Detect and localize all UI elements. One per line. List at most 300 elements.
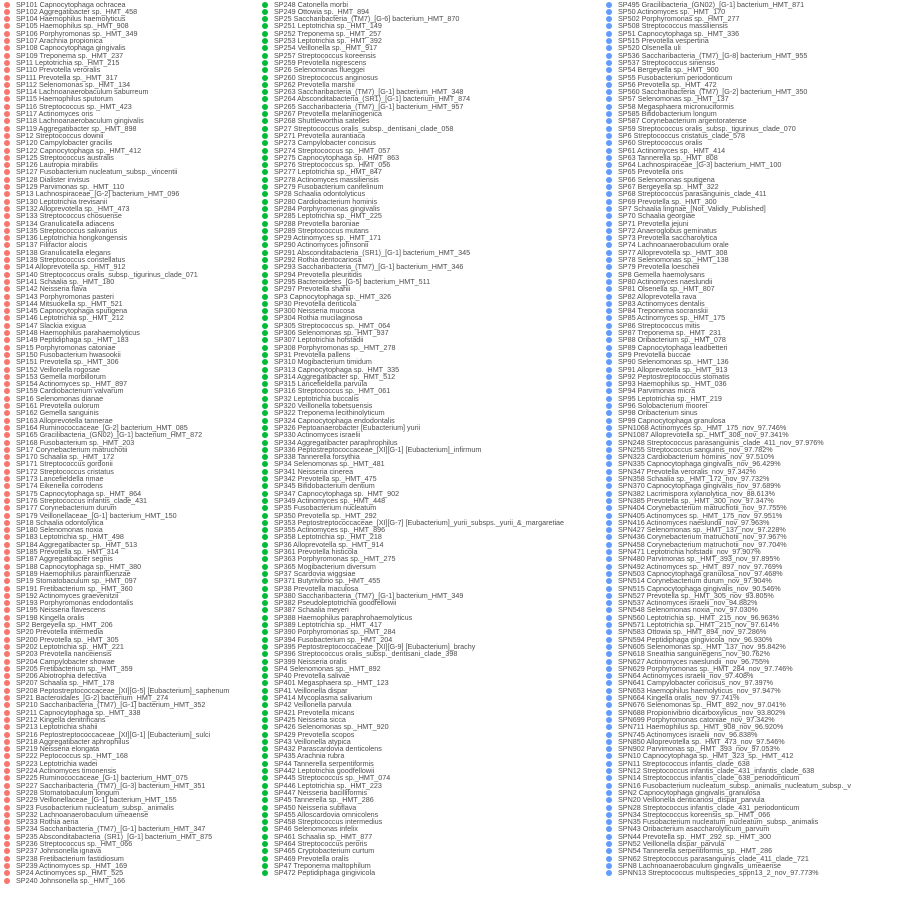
legend-label: SP262 Prevotella marshii: [274, 79, 355, 89]
legend-marker: [262, 388, 268, 394]
legend-label: SPN458 Corynebacterium matruchotii_nov_97.704%: [618, 539, 787, 549]
legend-marker: [4, 308, 10, 314]
legend-marker: [262, 279, 268, 285]
legend-marker: [606, 38, 612, 44]
legend-label: SP371 Butyrivibrio sp._HMT_455: [274, 576, 381, 586]
legend-marker: [4, 410, 10, 416]
legend-label: SP16 Selenomonas dianae: [16, 393, 104, 403]
legend-label: SPN255 Streptococcus sanguinis_nov_97.782%: [618, 444, 773, 454]
legend-marker: [262, 53, 268, 59]
legend-label: SP341 Neisseria cinerea: [274, 466, 354, 476]
legend-marker: [606, 768, 612, 774]
legend-label: SP130 Leptotrichia trevisanii: [16, 196, 108, 206]
legend-label: SPN28 Streptococcus infantis_clade_431_periodonticum: [618, 802, 800, 812]
legend-label: SP285 Leptotrichia sp._HMT_225: [274, 211, 382, 221]
legend-label: SP248 Catonella morbi: [274, 0, 348, 9]
legend-marker: [606, 790, 612, 796]
legend-marker: [4, 790, 10, 796]
legend-label: SP99 Capnocytophaga granulosa: [618, 415, 726, 425]
legend-label: SPN618 Sneathia sanguinegens_nov_90.762%: [618, 649, 770, 659]
legend-label: SPN850 Alloprevotella sp._HMT_473_nov_97.546%: [618, 736, 785, 746]
legend-marker: [4, 118, 10, 124]
legend-marker: [4, 104, 10, 110]
legend-marker: [4, 688, 10, 694]
legend-marker: [262, 586, 268, 592]
legend-label: SP34 Selenomonas sp._HMT_481: [274, 459, 385, 469]
legend-marker: [4, 60, 10, 66]
legend-marker: [606, 206, 612, 212]
legend-label: SP425 Neisseria sicca: [274, 714, 346, 724]
legend-marker: [606, 564, 612, 570]
legend-marker: [606, 323, 612, 329]
legend-marker: [4, 534, 10, 540]
legend-marker: [4, 848, 10, 854]
legend-marker: [4, 228, 10, 234]
legend-label: SP297 Prevotella shahii: [274, 284, 351, 294]
legend-marker: [4, 498, 10, 504]
legend-label: SP30 Prevotella denticola: [274, 298, 357, 308]
legend-label: SP435 Arachnia rubra: [274, 751, 345, 761]
legend-label: SP136 Leptotrichia hongkongensis: [16, 233, 128, 243]
legend-marker: [4, 578, 10, 584]
legend-marker: [606, 549, 612, 555]
legend-label: SPNN13 Streptococcus multispecies_sppn13_2_nov_97.773%: [618, 868, 819, 878]
legend-label: SP73 Prevotella saccharolytica: [618, 233, 718, 243]
legend-label: SP143 Porphyromonas pasteri: [16, 291, 114, 301]
legend-marker: [262, 805, 268, 811]
legend-marker: [4, 250, 10, 256]
legend-marker: [4, 381, 10, 387]
legend-marker: [606, 447, 612, 453]
legend-label: SP210 Saccharibacteria_(TM7)_[G-1] bacterium_HMT_352: [16, 700, 206, 710]
legend-marker: [606, 556, 612, 562]
legend-marker: [262, 549, 268, 555]
legend-marker: [4, 491, 10, 497]
legend-marker: [606, 352, 612, 358]
legend-marker: [262, 615, 268, 621]
legend-label: SP508 Streptococcus massiliensis: [618, 21, 728, 31]
legend-label: SP349 Actinomyces sp._HMT_448: [274, 495, 386, 505]
legend-label: SP446 Leptotrichia sp._HMT_223: [274, 780, 382, 790]
legend-label: SP219 Neisseria elongata: [16, 744, 100, 754]
legend-label: SPN492 Actinomyces sp._HMT_897_nov_97.769%: [618, 561, 783, 571]
legend-label: SPN676 Selenomonas sp._HMT_892_nov_97.041%: [618, 700, 786, 710]
legend-label: SP447 Neisseria bacilliformis: [274, 787, 368, 797]
legend-marker: [262, 622, 268, 628]
legend-label: SPN688 Propionivibrio dicarboxylicus_nov_93.802%: [618, 707, 786, 717]
legend-label: SP142 Neisseria flava: [16, 284, 87, 294]
legend-marker: [4, 666, 10, 672]
legend-label: SPN370 Capnocytophaga gingivalis_nov_97.689%: [618, 481, 781, 491]
legend-label: SP108 Capnocytophaga gingivalis: [16, 43, 126, 53]
legend-label: SP66 Selenomonas sputigena: [618, 174, 715, 184]
legend-label: SP118 Lachnoanaerobaculum gingivalis: [16, 116, 144, 126]
legend-label: SP44 Tannerella serpentiformis: [274, 758, 374, 768]
legend-marker: [262, 637, 268, 643]
legend-marker: [4, 673, 10, 679]
legend-label: SP32 Leptotrichia buccalis: [274, 393, 359, 403]
legend-label: SP389 Leptotrichia sp._HMT_417: [274, 620, 382, 629]
legend-label: SP585 Bifidobacterium longum: [618, 109, 717, 118]
legend-marker: [606, 403, 612, 409]
legend-marker: [4, 542, 10, 548]
legend-marker: [262, 45, 268, 51]
legend-label: SP336 Peptostreptococcaceae_[XI][G-1] [Eubacterium]_infirmum: [274, 444, 482, 454]
legend-marker: [262, 133, 268, 139]
legend-label: SP310 Mogibacterium timidum: [274, 357, 372, 367]
legend-label: SP171 Streptococcus gordonii: [16, 459, 113, 469]
legend-label: SP37 Scardovia wiggsiae: [274, 568, 356, 578]
legend-marker: [262, 440, 268, 446]
legend-marker: [262, 680, 268, 686]
legend-marker: [606, 410, 612, 416]
legend-marker: [4, 425, 10, 431]
legend-label: SP445 Streptococcus sp._HMT_074: [274, 773, 391, 783]
legend-label: SP363 Porphyromonas sp._HMT_275: [274, 554, 396, 564]
legend-label: SP106 Porphyromonas sp._HMT_349: [16, 28, 138, 38]
legend-label: SP94 Parvimonas micra: [618, 386, 696, 396]
legend-marker: [262, 593, 268, 599]
legend-label: SP43 Veillonella atypica: [274, 736, 351, 746]
legend-marker: [262, 359, 268, 365]
legend-label: SP252 Treponema sp._HMT_257: [274, 28, 382, 38]
legend-label: SP148 Haemophilus parahaemolyticus: [16, 328, 140, 337]
legend-label: SP236 Streptococcus sp._HMT_066: [16, 839, 133, 848]
legend-marker: [262, 629, 268, 635]
legend-label: SP229 Veillonellaceae_[G-1] bacterium_HMT_155: [16, 795, 177, 805]
legend-marker: [4, 863, 10, 869]
legend-marker: [606, 60, 612, 66]
legend-label: SPN515 Capnocytophaga gingivalis_nov_90.546%: [618, 583, 781, 593]
legend-marker: [262, 410, 268, 416]
legend-marker: [4, 396, 10, 402]
legend-marker: [262, 534, 268, 540]
legend-label: SP358 Leptotrichia sp._HMT_218: [274, 532, 382, 542]
legend-marker: [4, 418, 10, 424]
legend-marker: [606, 775, 612, 781]
legend-marker: [262, 228, 268, 234]
legend-label: SP207 Schaalia sp._HMT_178: [16, 678, 115, 688]
legend-marker: [262, 505, 268, 511]
legend-label: SP119 Aggregatibacter sp._HMT_898: [16, 123, 137, 133]
legend-label: SPN436 Corynebacterium matruchotii_nov_97.967%: [618, 532, 787, 542]
legend-marker: [262, 491, 268, 497]
legend-label: SPN335 Capnocytophaga gingivalis_nov_96.429%: [618, 459, 781, 469]
legend-label: SP170 Schaalia sp._HMT_172: [16, 452, 115, 462]
legend-marker: [606, 82, 612, 88]
legend-label: SP6 Streptococcus cristatus_clade_578: [618, 130, 746, 140]
legend-label: SPN594 Peptidiphaga gingivicola_nov_96.930%: [618, 634, 773, 644]
legend-marker: [262, 710, 268, 716]
legend-label: SPN627 Actinomyces naeslundii_nov_96.755%: [618, 656, 770, 666]
legend-marker: [606, 330, 612, 336]
legend-marker: [262, 60, 268, 66]
legend-marker: [4, 761, 10, 767]
legend-label: SP79 Prevotella loescheii: [618, 262, 700, 272]
legend-marker: [606, 31, 612, 37]
legend-label: SP153 Gemella morbillorum: [16, 371, 106, 381]
legend-label: SP83 Actinomyces dentalis: [618, 298, 705, 308]
legend-label: SP278 Actinomyces massiliensis: [274, 174, 379, 184]
legend-label: SP8 Gemella haemolysans: [618, 269, 705, 279]
legend-marker: [4, 622, 10, 628]
legend-marker: [4, 337, 10, 343]
legend-marker: [4, 352, 10, 358]
legend-marker: [262, 717, 268, 723]
legend-label: SPN34 Streptococcus koreensis_sp._HMT_066: [618, 809, 771, 819]
legend-label: SPN43 Oribacterium asaccharolyticum_parvum: [618, 824, 770, 834]
legend-marker: [606, 520, 612, 526]
legend-marker: [262, 301, 268, 307]
legend-label: SPN52 Veillonella dispar_parvula: [618, 839, 725, 848]
legend-label: SP89 Capnocytophaga leadbetteri: [618, 342, 728, 352]
legend-marker: [606, 126, 612, 132]
legend-marker: [4, 82, 10, 88]
legend-marker: [4, 323, 10, 329]
legend-marker: [4, 717, 10, 723]
legend-label: SP211 Capnocytophaga sp._HMT_338: [16, 707, 141, 717]
legend-label: SP150 Fusobacterium hwasookii: [16, 349, 121, 359]
legend-label: SP135 Streptococcus salivarius: [16, 225, 118, 235]
legend-marker: [606, 221, 612, 227]
legend-marker: [4, 520, 10, 526]
legend-marker: [4, 659, 10, 665]
legend-label: SP308 Porphyromonas sp._HMT_278: [274, 342, 396, 352]
legend-label: SP338 Tannerella forsythia: [274, 452, 360, 462]
legend-marker: [4, 454, 10, 460]
legend-marker: [606, 841, 612, 847]
legend-marker: [262, 476, 268, 482]
legend-marker: [4, 841, 10, 847]
legend-marker: [606, 308, 612, 314]
legend-marker: [606, 16, 612, 22]
legend-label: SP3 Capnocytophaga sp._HMT_326: [274, 291, 392, 301]
legend-label: SP175 Capnocytophaga sp._HMT_864: [16, 488, 142, 498]
legend-label: SPN248 Streptococcus parasanguinis_clade_411_nov_97.976%: [618, 437, 824, 447]
legend-marker: [606, 337, 612, 343]
legend-marker: [262, 753, 268, 759]
legend-marker: [606, 169, 612, 175]
legend-marker: [606, 666, 612, 672]
legend-marker: [606, 67, 612, 73]
legend-label: SP163 Alloprevotella tannerae: [16, 415, 113, 425]
legend-label: SP128 Dialister invisus: [16, 174, 90, 184]
legend-label: SPN699 Porphyromonas catoniae_nov_97.342%: [618, 714, 775, 724]
legend-label: SP93 Haemophilus sp._HMT_036: [618, 379, 727, 389]
legend-label: SP345 Bifidobacterium dentium: [274, 481, 375, 491]
legend-marker: [4, 878, 10, 884]
legend-marker: [4, 31, 10, 37]
legend-marker: [606, 191, 612, 197]
legend-marker: [4, 272, 10, 278]
legend-label: SP273 Campylobacter concisus: [274, 138, 376, 148]
legend-label: SPN514 Corynebacterium durum_nov_97.904%: [618, 576, 772, 586]
legend-label: SP149 Peptidiphaga sp._HMT_183: [16, 335, 129, 345]
legend-label: SP290 Actinomyces johnsonii: [274, 240, 369, 250]
legend-label: SP63 Tannerella sp._HMT_808: [618, 152, 718, 162]
legend-label: SP102 Aggregatibacter sp._HMT_458: [16, 6, 138, 16]
legend-marker: [262, 498, 268, 504]
legend-marker: [4, 257, 10, 263]
legend-label: SP164 Ruminococcaceae_[G-2] bacterium_HMT_085: [16, 422, 188, 432]
legend-marker: [262, 199, 268, 205]
legend-marker: [262, 126, 268, 132]
legend-marker: [4, 199, 10, 205]
legend-marker: [4, 184, 10, 190]
legend-marker: [4, 155, 10, 161]
legend-marker: [4, 359, 10, 365]
legend-marker: [606, 870, 612, 876]
legend-label: SPN427 Selenomonas sp._HMT_137_nov_97.228%: [618, 525, 786, 535]
legend-marker: [262, 242, 268, 248]
legend-marker: [262, 367, 268, 373]
legend-marker: [606, 600, 612, 606]
legend-label: SP292 Rothia dentocariosa: [274, 255, 362, 264]
legend-label: SP9 Prevotella buccae: [618, 349, 691, 359]
legend-marker: [4, 140, 10, 146]
legend-marker: [4, 768, 10, 774]
legend-marker: [606, 23, 612, 29]
legend-marker: [606, 374, 612, 380]
legend-marker: [262, 688, 268, 694]
legend-marker: [4, 461, 10, 467]
legend-label: SP161 Prevotella oulorum: [16, 401, 100, 410]
legend-marker: [262, 848, 268, 854]
legend-label: SP264 Absconditabacteria_(SR1)_[G-1] bacterium_HMT_874: [274, 94, 471, 104]
legend-label: SP176 Streptococcus infantis_clade_431: [16, 495, 148, 505]
legend-marker: [262, 819, 268, 825]
legend-marker: [262, 31, 268, 37]
legend-label: SP520 Olsenella uli: [618, 43, 681, 53]
legend-marker: [606, 483, 612, 489]
legend-marker: [606, 753, 612, 759]
legend-label: SPN902 Parvimonas sp._HMT_393_nov_97.053%: [618, 744, 780, 754]
legend-marker: [262, 418, 268, 424]
legend-label: SP179 Veillonellaceae_[G-1] bacterium_HMT_150: [16, 510, 177, 520]
legend-label: SP390 Porphyromonas sp._HMT_284: [274, 627, 396, 637]
legend-marker: [4, 593, 10, 599]
legend-marker: [262, 294, 268, 300]
legend-label: SP191 Fretibacterium sp._HMT_360: [16, 583, 133, 593]
legend-label: SP216 Peptostreptococcaceae_[XI][G-1] [Eubacterium]_sulci: [16, 729, 211, 739]
legend-label: SP238 Fretibacterium fastidiosum: [16, 853, 124, 863]
legend-label: SP195 Neisseria flavescens: [16, 605, 106, 615]
legend-label: SP12 Streptococcus downii: [16, 130, 104, 140]
legend-marker: [262, 432, 268, 438]
legend-label: SPN548 Selenomonas noxia_nov_97.030%: [618, 605, 758, 615]
legend-label: SP51 Capnocytophaga sp._HMT_336: [618, 28, 740, 38]
legend-marker: [606, 104, 612, 110]
legend-label: SP95 Leptotrichia sp._HMT_219: [618, 393, 722, 403]
legend-label: SP394 Fusobacterium sp._HMT_204: [274, 634, 393, 644]
legend-label: SP56 Prevotella sp._HMT_472: [618, 79, 717, 89]
legend-marker: [606, 162, 612, 168]
legend-marker: [606, 257, 612, 263]
legend-marker: [606, 834, 612, 840]
legend-marker: [606, 856, 612, 862]
legend-marker: [262, 191, 268, 197]
legend-label: SP134 Granulicatella adiacens: [16, 218, 115, 228]
legend-marker: [606, 133, 612, 139]
legend-label: SP17 Corynebacterium matruchotii: [16, 444, 128, 454]
legend-label: SP88 Oribacterium sp._HMT_078: [618, 335, 726, 345]
legend-label: SP387 Schaalia meyeri: [274, 605, 349, 615]
legend-marker: [606, 242, 612, 248]
legend-label: SP183 Leptotrichia sp._HMT_498: [16, 532, 124, 542]
legend-label: SP224 Actinomyces timonensis: [16, 766, 117, 775]
legend-label: SP274 Streptococcus sp._HMT_057: [274, 145, 391, 155]
legend-label: SP320 Veillonella tobetsuensis: [274, 401, 373, 410]
legend-marker: [606, 513, 612, 519]
legend-marker: [4, 345, 10, 351]
legend-marker: [606, 688, 612, 694]
legend-marker: [4, 169, 10, 175]
legend-marker: [4, 315, 10, 321]
legend-marker: [606, 739, 612, 745]
legend-label: SP127 Fusobacterium nucleatum_subsp._vincentii: [16, 167, 178, 177]
legend-label: SP289 Streptococcus mutans: [274, 225, 369, 235]
legend-label: SPN347 Prevotella veroralis_nov_97.342%: [618, 466, 756, 476]
legend-marker: [606, 184, 612, 190]
legend-label: SP126 Lautropia mirabilis: [16, 160, 98, 170]
legend-label: SP85 Actinomyces sp._HMT_175: [618, 313, 726, 323]
legend-label: SP213 Leptotrichia shahii: [16, 722, 98, 732]
legend-marker: [262, 469, 268, 475]
legend-label: SP314 Aggregatibacter sp._HMT_512: [274, 371, 396, 381]
legend-label: SP55 Fusobacterium periodonticum: [618, 72, 733, 82]
legend-label: SP380 Saccharibacteria_(TM7)_[G-1] bacterium_HMT_349: [274, 590, 464, 600]
legend-marker: [4, 651, 10, 657]
legend-label: SP46 Selenomonas infelix: [274, 824, 358, 834]
legend-marker: [606, 264, 612, 270]
legend-marker: [606, 863, 612, 869]
legend-label: SPN10 Capnocytophaga sp._HMT_323_sp._HMT_412: [618, 751, 794, 761]
legend-marker: [4, 702, 10, 708]
legend-marker: [262, 542, 268, 548]
legend-marker: [4, 637, 10, 643]
legend-label: SP257 Streptococcus koreensis: [274, 50, 376, 60]
legend-marker: [4, 294, 10, 300]
legend-marker: [4, 644, 10, 650]
legend-label: SP81 Olsenella sp._HMT_807: [618, 284, 715, 294]
legend-label: SPN62 Streptococcus parasanguinis_clade_411_clade_721: [618, 853, 809, 863]
legend-label: SP421 Prevotella micans: [274, 707, 355, 717]
legend-marker: [606, 461, 612, 467]
legend-label: SP206 Abiotrophia defectiva: [16, 671, 107, 681]
legend-label: SP254 Veillonella sp._HMT_917: [274, 43, 378, 53]
legend-marker: [4, 206, 10, 212]
legend-marker: [606, 148, 612, 154]
legend-marker: [4, 812, 10, 818]
legend-label: SP129 Parvimonas sp._HMT_110: [16, 182, 125, 191]
legend-marker: [262, 454, 268, 460]
legend-marker: [262, 571, 268, 577]
legend-marker: [606, 732, 612, 738]
legend-marker: [606, 578, 612, 584]
legend-marker: [262, 607, 268, 613]
legend-marker: [262, 746, 268, 752]
legend-label: SP442 Leptotrichia goodfellowii: [274, 766, 375, 775]
legend-marker: [4, 447, 10, 453]
legend-marker: [606, 812, 612, 818]
legend-marker: [606, 534, 612, 540]
legend-label: SP152 Veillonella rogosae: [16, 364, 100, 374]
legend-label: SP189 Haemophilus parainfluenzae: [16, 568, 131, 578]
legend-label: SP234 Saccharibacteria_(TM7)_[G-1] bacterium_HMT_347: [16, 824, 206, 834]
legend-marker: [4, 221, 10, 227]
legend-marker: [606, 53, 612, 59]
legend-marker: [4, 600, 10, 606]
